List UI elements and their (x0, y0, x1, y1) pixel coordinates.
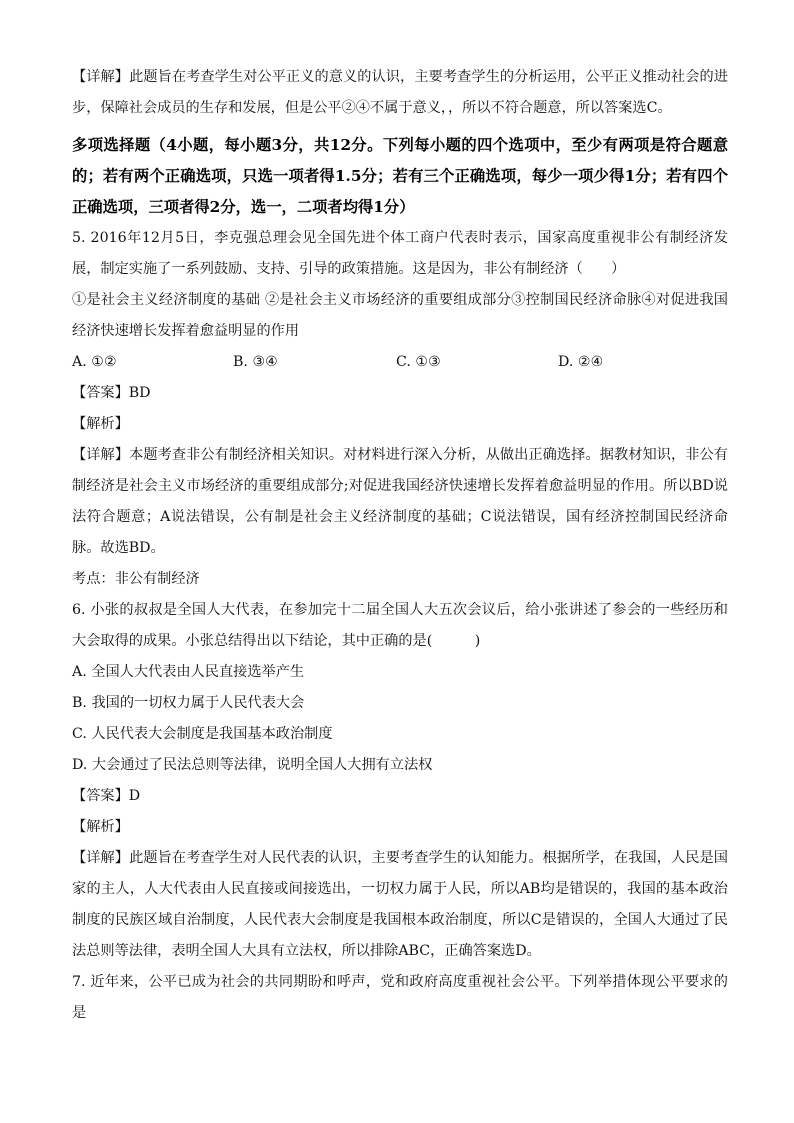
question-5-answer: 【答案】BD (72, 385, 151, 401)
paragraph-q4-detail (72, 62, 728, 124)
question-6-option-d: D. 大会通过了民法总则等法律，说明全国人大拥有立法权 (72, 757, 433, 773)
question-6-option-b: B. 我国的一切权力属于人民代表大会 (72, 695, 305, 711)
section-heading: 多项选择题（4小题，每小题3分，共12分。下列每小题的四个选项中，至少有两项是符合题意的；若有两个正确选项，只选一项者得1.5分；若有三个正确选项，每少一项少得1分；若有四个正确选项，三项者得2分，选一，二项者均得1分） (72, 136, 728, 216)
detail-text: 此题旨在考查学生对公平正义的意义的认识，主要考查学生的分析运用，公平正义推动社会的进步，保障社会成员的生存和发展，但是公平②④不属于意义，，所以不符合题意，所以答案选C。 (72, 69, 728, 116)
question-6-option-a: A. 全国人大代表由人民直接选举产生 (72, 664, 305, 680)
question-7-stem: 7. 近年来，公平已成为社会的共同期盼和呼声，党和政府高度重视社会公平。下列举措体现公平要求的是 (72, 974, 728, 1021)
question-6-stem: 6. 小张的叔叔是全国人大代表，在参加完十二届全国人大五次会议后，给小张讲述了参会的一些经历和大会取得的成果。小张总结得出以下结论，其中正确的是( ) (72, 602, 728, 649)
option-d: D. ②④ (558, 354, 604, 370)
question-5-knowledge-point: 考点：非公有制经济 (72, 571, 200, 587)
question-5-options (72, 347, 728, 378)
question-5-detail (72, 440, 728, 564)
detail-text: 此题旨在考查学生对人民代表的认识，主要考查学生的认知能力。根据所学，在我国，人民是国家的主人，人大代表由人民直接或间接选出，一切权力属于人民，所以AB均是错误的，我国的基本政治制度的民族区域自治制度，人民代表大会制度是我国根本政治制度，所以C是错误的，全国人大通过了民法总则等法律，表明全国人大具有立法权，所以排除ABC，正确答案选D。 (72, 850, 728, 959)
question-6-option-c: C. 人民代表大会制度是我国基本政治制度 (72, 726, 333, 742)
question-6-answer: 【答案】D (72, 788, 141, 804)
option-c: C. ①③ (396, 354, 441, 370)
question-5-items: ①是社会主义经济制度的基础 ②是社会主义市场经济的重要组成部分③控制国民经济命脉④对促进我国经济快速增长发挥着愈益明显的作用 (72, 292, 728, 339)
question-6-detail (72, 843, 728, 967)
question-6-analysis-label: 【解析】 (72, 819, 129, 835)
option-a: A. ①② (72, 354, 117, 370)
detail-text: 本题考查非公有制经济相关知识。对材料进行深入分析，从做出正确选择。据教材知识，非公有制经济是社会主义市场经济的重要组成部分;对促进我国经济快速增长发挥着愈益明显的作用。所以BD说法符合题意；A说法错误，公有制是社会主义经济制度的基础；C说法错误，国有经济控制国民经济命脉。故选BD。 (72, 447, 728, 556)
detail-tag: 【详解】 (72, 447, 130, 463)
question-5-analysis-label: 【解析】 (72, 416, 129, 432)
detail-tag: 【详解】 (72, 69, 130, 85)
document-page (72, 62, 728, 1029)
detail-tag: 【详解】 (72, 850, 130, 866)
question-5-stem: 5. 2016年12月5日，李克强总理会见全国先进个体工商户代表时表示，国家高度重视非公有制经济发展，制定实施了一系列鼓励、支持、引导的政策措施。这是因为，非公有制经济（ ） (72, 230, 728, 277)
option-b: B. ③④ (233, 354, 278, 370)
